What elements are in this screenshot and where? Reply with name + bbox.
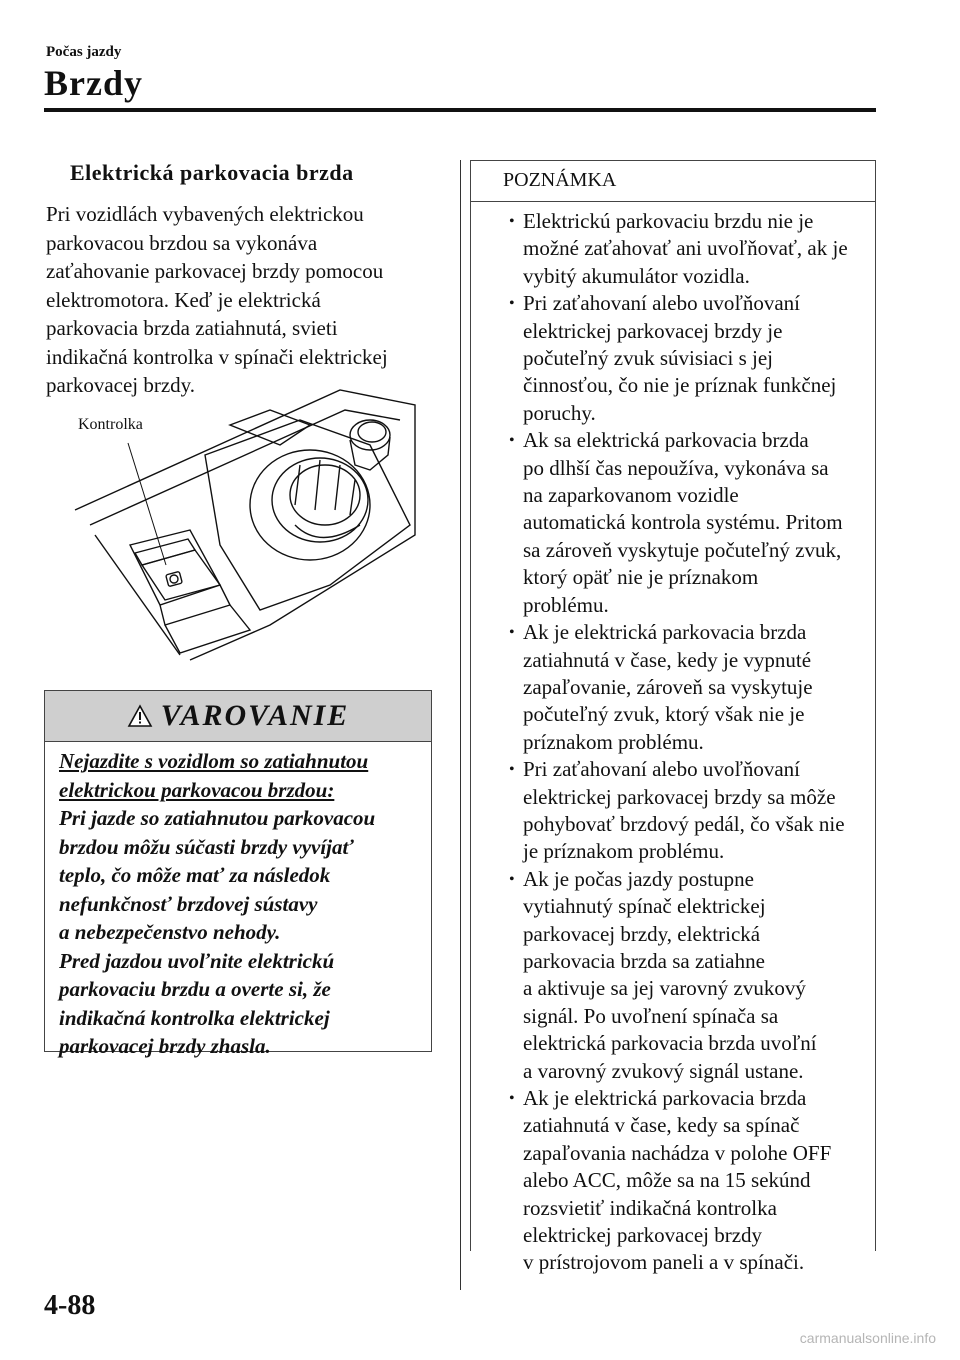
section-heading: Elektrická parkovacia brzda [70,160,354,185]
note-line: zatiahnutá v čase, kedy sa spínač [523,1113,800,1138]
note-line: zapaľovania nachádza v polohe OFF [523,1140,832,1165]
note-line: v prístrojovom paneli a v spínači. [523,1250,805,1275]
note-line: pohybovať brzdový pedál, čo však nie [523,811,845,836]
note-line: elektrickej parkovacej brzdy [523,1223,763,1248]
note-header [471,161,875,202]
note-line: Ak je počas jazdy postupne [523,866,754,891]
note-line: elektrickej parkovacej brzdy sa môže [523,784,836,809]
warning-title-row [45,691,431,741]
bullet-icon: • [509,432,515,450]
warning-text [59,747,429,1061]
note-item [471,1085,875,1277]
note-line: Pri zaťahovaní alebo uvoľňovaní [523,757,801,782]
watermark: carmanualsonline.info [799,1330,936,1346]
note-line: elektrická parkovacia brzda uvoľní [523,1031,817,1056]
note-item [471,208,875,290]
warning-triangle-icon [127,704,153,728]
note-line: rozsvietiť indikačná kontrolka [523,1195,777,1220]
bullet-icon: • [509,295,515,313]
note-line: parkovacej brzdy, elektrická [523,921,761,946]
note-item [471,619,875,756]
note-line: vytiahnutý spínač elektrickej [523,894,766,919]
note-line: na zaparkovanom vozidle [523,483,739,508]
note-line: Elektrickú parkovaciu brzdu nie je [523,209,814,233]
bullet-icon: • [509,1090,515,1107]
note-line: a varovný zvukový signál ustane. [523,1058,804,1083]
warning-line: Pri jazde so zatiahnutou parkovacou [59,806,376,830]
paragraph-line: elektromotora. Keď je elektrická [46,287,321,312]
note-line: počuteľný zvuk súvisiaci s jej [523,346,773,371]
warning-title: VAROVANIE [160,699,350,732]
column-divider [460,160,461,1290]
note-line: po dlhší čas nepoužíva, vykonáva sa [523,455,829,480]
paragraph-line: indikačná kontrolka v spínači elektrickej [46,344,388,369]
note-item [471,290,875,427]
note-line: parkovacia brzda sa zatiahne [523,948,765,973]
note-line: sa zároveň vyskytuje počuteľný zvuk, [523,537,842,562]
warning-line: elektrickou parkovacou brzdou: [59,777,335,802]
warning-line: brzdou môžu súčasti brzdy vyvíjať [59,834,354,859]
warning-line: Pred jazdou uvoľnite elektrickú [59,948,335,973]
note-line: signál. Po uvoľnení spínača sa [523,1003,779,1028]
paragraph-line: parkovacou brzdou sa vykonáva [46,230,318,255]
note-line: Ak sa elektrická parkovacia brzda [523,428,809,453]
bullet-icon: • [509,213,515,230]
note-line: Ak je elektrická parkovacia brzda [523,620,807,645]
warning-line: nefunkčnosť brzdovej sústavy [59,891,318,916]
paragraph-line: parkovacej brzdy. [46,373,196,397]
note-line: je príznakom problému. [523,839,725,864]
note-line: Ak je elektrická parkovacia brzda [523,1086,807,1110]
header-rule [44,108,876,112]
warning-line: Nejazdite s vozidlom so zatiahnutou [59,749,369,773]
paragraph-line: Pri vozidlách vybavených elektrickou [46,202,364,226]
note-line: problému. [523,592,609,617]
warning-box [44,690,432,1058]
note-list [471,208,875,1277]
warning-line: parkovaciu brzdu a overte si, že [59,977,331,1001]
bullet-icon: • [509,870,515,888]
note-line: počuteľný zvuk, ktorý však nie je [523,702,805,727]
bullet-icon: • [509,761,515,779]
warning-line: parkovacej brzdy zhasla. [59,1034,271,1058]
note-item [471,756,875,866]
note-line: poruchy. [523,400,596,425]
warning-line: indikačná kontrolka elektrickej [59,1005,330,1030]
note-line: zapaľovanie, zároveň sa vyskytuje [523,674,813,699]
warning-header [45,691,431,742]
page-title: Brzdy [44,63,143,103]
intro-paragraph [46,200,446,400]
note-item [471,427,875,619]
warning-line: a nebezpečenstvo nehody. [59,920,281,944]
note-line: činnosťou, čo nie je príznak funkčnej [523,373,837,398]
note-line: zatiahnutá v čase, kedy je vypnuté [523,647,812,672]
bullet-icon: • [509,624,515,642]
note-item [471,866,875,1085]
note-line: vybitý akumulátor vozidla. [523,263,750,288]
note-box [470,160,876,1275]
warning-line: teplo, čo môže mať za následok [59,863,331,887]
paragraph-line: zaťahovanie parkovacej brzdy pomocou [46,259,384,283]
page-number: 4-88 [44,1290,96,1321]
note-line: automatická kontrola systému. Pritom [523,510,843,535]
note-line: a aktivuje sa jej varovný zvukový [523,976,806,1001]
figure-label-kontrolka: Kontrolka [78,416,143,433]
note-line: Pri zaťahovaní alebo uvoľňovaní [523,291,801,316]
note-line: možné zaťahovať ani uvoľňovať, ak je [523,236,848,261]
note-line: elektrickej parkovacej brzdy je [523,318,783,343]
note-title: POZNÁMKA [503,169,617,191]
section-label: Počas jazdy [46,44,122,60]
paragraph-line: parkovacia brzda zatiahnutá, svieti [46,316,338,340]
note-line: ktorý opäť nie je príznakom [523,565,759,590]
note-line: príznakom problému. [523,729,704,754]
note-line: alebo ACC, môže sa na 15 sekúnd [523,1168,811,1193]
